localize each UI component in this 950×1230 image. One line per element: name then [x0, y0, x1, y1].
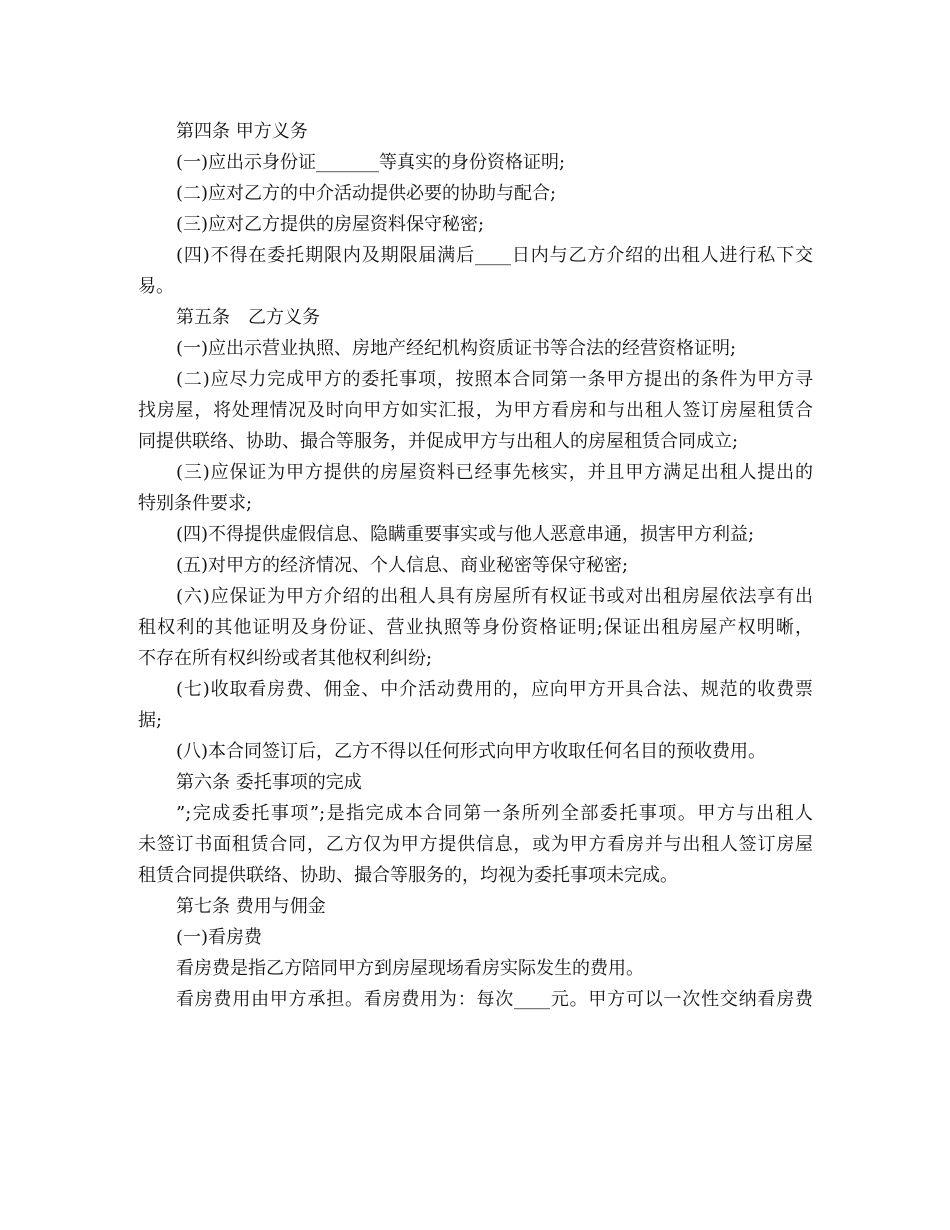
article-4-item-4-line-2: 易。 [138, 276, 174, 297]
article-6-text-line-1: ”;完成委托事项”;是指完成本合同第一条所列全部委托事项。甲方与出租人 [176, 803, 813, 824]
article-5-item-6-line-2: 租权利的其他证明及身份证、营业执照等身份资格证明;保证出租房屋产权明晰， [138, 617, 813, 638]
article-5-heading: 第五条 乙方义务 [176, 307, 320, 328]
article-5-item-7-line-1: (七)收取看房费、佣金、中介活动费用的，应向甲方开具合法、规范的收费票 [176, 679, 813, 700]
article-7-heading: 第七条 费用与佣金 [176, 896, 326, 917]
article-5-item-7-line-2: 据; [138, 710, 163, 731]
article-5-item-3-line-2: 特别条件要求; [138, 493, 253, 514]
article-7-item-1-definition: 看房费是指乙方陪同甲方到房屋现场看房实际发生的费用。 [176, 958, 644, 979]
article-5-item-6-line-1: (六)应保证为甲方介绍的出租人具有房屋所有权证书或对出租房屋依法享有出 [176, 586, 813, 607]
article-7-item-1-title: (一)看房费 [176, 927, 263, 948]
article-5-item-8: (八)本合同签订后，乙方不得以任何形式向甲方收取任何名目的预收费用。 [176, 741, 767, 762]
article-4-item-4-line-1: (四)不得在委托期限内及期限届满后____日内与乙方介绍的出租人进行私下交 [176, 245, 813, 266]
article-4-heading: 第四条 甲方义务 [176, 121, 308, 142]
article-5-item-4: (四)不得提供虚假信息、隐瞒重要事实或与他人恶意串通，损害甲方利益; [176, 524, 755, 545]
article-4-item-2: (二)应对乙方的中介活动提供必要的协助与配合; [176, 183, 557, 204]
article-5-item-3-line-1: (三)应保证为甲方提供的房屋资料已经事先核实，并且甲方满足出租人提出的 [176, 462, 813, 483]
article-6-heading: 第六条 委托事项的完成 [176, 772, 362, 793]
document-page [138, 116, 813, 1015]
article-4-item-1: (一)应出示身份证_______等真实的身份资格证明; [176, 152, 566, 173]
article-5-item-6-line-3: 不存在所有权纠纷或者其他权利纠纷; [138, 648, 433, 669]
article-7-item-1-fee: 看房费用由甲方承担。看房费用为：每次____元。甲方可以一次性交纳看房费 [176, 989, 813, 1010]
article-5-item-2-line-2: 找房屋，将处理情况及时向甲方如实汇报，为甲方看房和与出租人签订房屋租赁合 [138, 400, 813, 421]
article-4-item-3: (三)应对乙方提供的房屋资料保守秘密; [176, 214, 485, 235]
article-5-item-2-line-3: 同提供联络、协助、撮合等服务，并促成甲方与出租人的房屋租赁合同成立; [138, 431, 739, 452]
article-5-item-5: (五)对甲方的经济情况、个人信息、商业秘密等保守秘密; [176, 555, 629, 576]
article-5-item-1: (一)应出示营业执照、房地产经纪机构资质证书等合法的经营资格证明; [176, 338, 737, 359]
article-6-text-line-3: 租赁合同提供联络、协助、撮合等服务的，均视为委托事项未完成。 [138, 865, 678, 886]
article-6-text-line-2: 未签订书面租赁合同，乙方仅为甲方提供信息，或为甲方看房并与出租人签订房屋 [138, 834, 813, 855]
article-5-item-2-line-1: (二)应尽力完成甲方的委托事项，按照本合同第一条甲方提出的条件为甲方寻 [176, 369, 813, 390]
